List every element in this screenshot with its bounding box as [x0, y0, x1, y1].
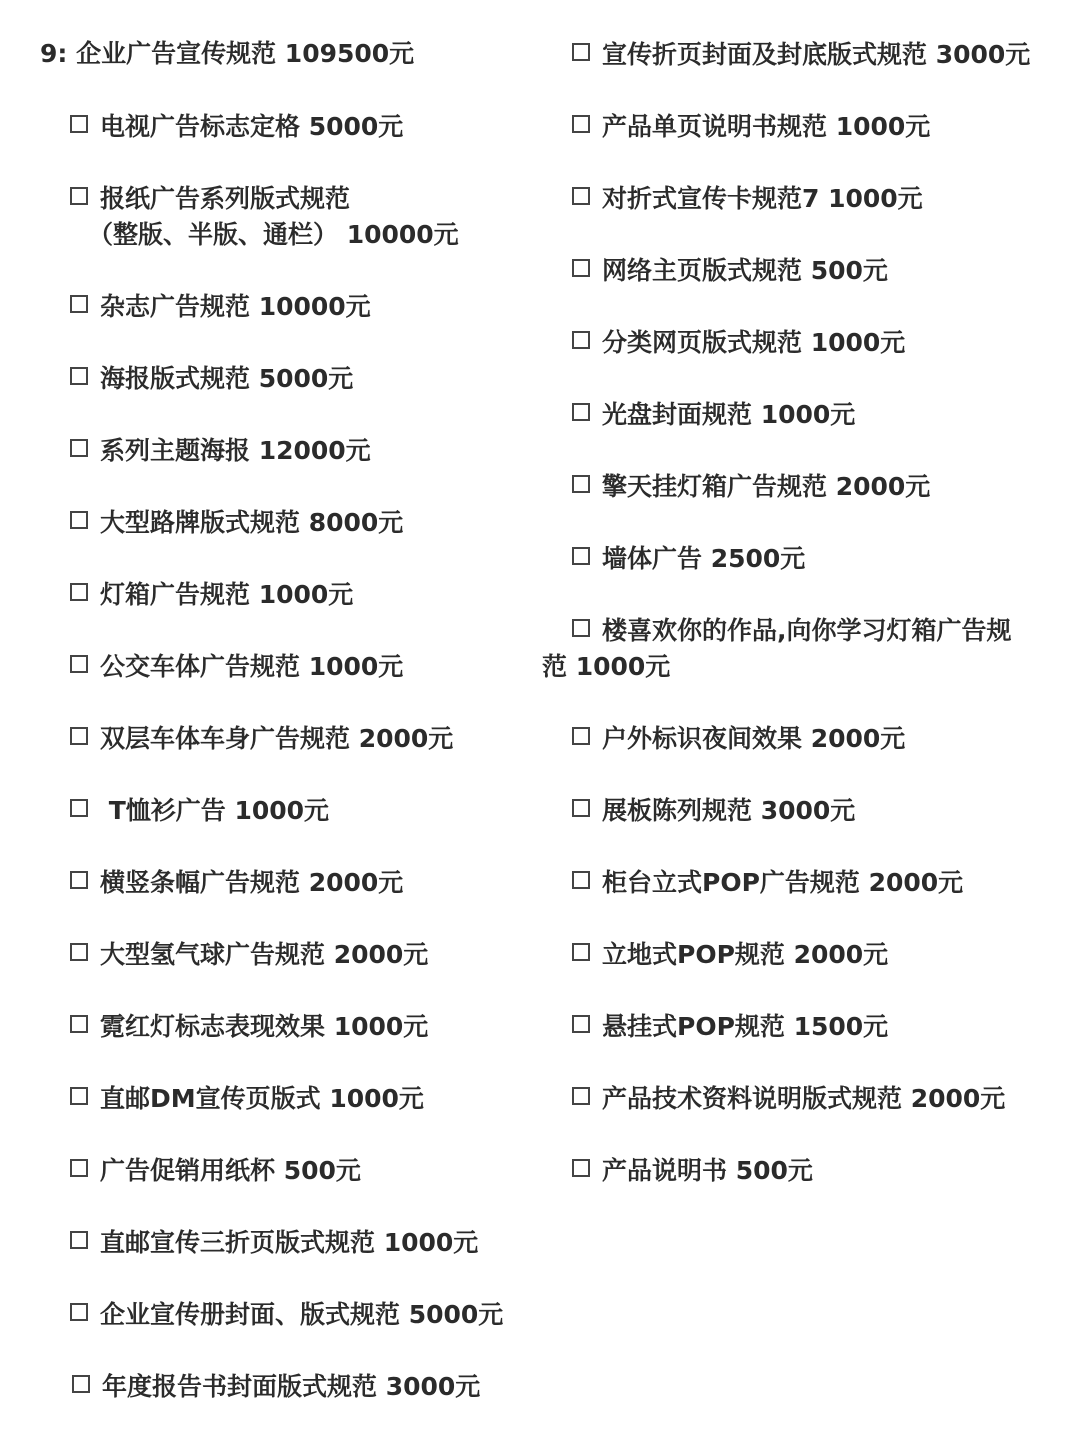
list-item	[572, 180, 923, 217]
item-label-line2: （整版、半版、通栏） 10000元	[88, 220, 459, 249]
checkbox-icon[interactable]	[572, 43, 590, 61]
list-item	[572, 468, 930, 505]
list-item	[70, 288, 371, 325]
checkbox-icon[interactable]	[72, 1375, 90, 1393]
item-label: 广告促销用纸杯 500元	[100, 1156, 361, 1185]
list-item	[70, 936, 428, 973]
checkbox-icon[interactable]	[70, 871, 88, 889]
list-item	[572, 1080, 1005, 1117]
item-label: 对折式宣传卡规范7 1000元	[602, 184, 923, 213]
item-label: 直邮宣传三折页版式规范 1000元	[100, 1228, 479, 1257]
checkbox-icon[interactable]	[572, 115, 590, 133]
list-item-continuation	[542, 648, 670, 685]
item-label: 系列主题海报 12000元	[100, 436, 371, 465]
list-item	[70, 1296, 503, 1333]
list-item	[572, 108, 930, 145]
item-label: 宣传折页封面及封底版式规范 3000元	[602, 40, 1031, 69]
checkbox-icon[interactable]	[70, 295, 88, 313]
item-label: 产品技术资料说明版式规范 2000元	[602, 1084, 1006, 1113]
item-label: 电视广告标志定格 5000元	[100, 112, 404, 141]
list-item	[572, 864, 963, 901]
item-label: 网络主页版式规范 500元	[602, 256, 888, 285]
checkbox-icon[interactable]	[70, 1159, 88, 1177]
checkbox-icon[interactable]	[70, 943, 88, 961]
item-label: 杂志广告规范 10000元	[100, 292, 371, 321]
checkbox-icon[interactable]	[572, 799, 590, 817]
checkbox-icon[interactable]	[572, 187, 590, 205]
list-item	[572, 396, 855, 433]
checkbox-icon[interactable]	[572, 331, 590, 349]
item-label: 分类网页版式规范 1000元	[602, 328, 906, 357]
item-label: 展板陈列规范 3000元	[602, 796, 856, 825]
list-item	[572, 792, 855, 829]
checkbox-icon[interactable]	[70, 727, 88, 745]
item-label: 横竖条幅广告规范 2000元	[100, 868, 404, 897]
list-item	[70, 432, 371, 469]
checkbox-icon[interactable]	[70, 187, 88, 205]
item-label: 灯箱广告规范 1000元	[100, 580, 354, 609]
checkbox-icon[interactable]	[70, 799, 88, 817]
list-item-continuation	[88, 216, 459, 253]
list-item	[70, 792, 329, 829]
checkbox-icon[interactable]	[70, 367, 88, 385]
checkbox-icon[interactable]	[572, 259, 590, 277]
list-item	[572, 540, 805, 577]
item-label: 产品说明书 500元	[602, 1156, 813, 1185]
item-label: T恤衫广告 1000元	[100, 796, 330, 825]
list-item	[70, 360, 353, 397]
list-item	[572, 36, 1030, 73]
checkbox-icon[interactable]	[70, 439, 88, 457]
item-label: 双层车体车身广告规范 2000元	[100, 724, 454, 753]
item-label: 立地式POP规范 2000元	[602, 940, 889, 969]
list-item	[572, 1152, 813, 1189]
item-label-line2: 范 1000元	[542, 652, 671, 681]
section-heading: 9: 企业广告宣传规范 109500元	[40, 39, 415, 68]
item-label: 公交车体广告规范 1000元	[100, 652, 404, 681]
checkbox-icon[interactable]	[70, 1015, 88, 1033]
list-item	[70, 1152, 361, 1189]
list-item	[70, 648, 403, 685]
list-item	[70, 1008, 428, 1045]
item-label: 年度报告书封面版式规范 3000元	[102, 1372, 481, 1401]
checkbox-icon[interactable]	[572, 727, 590, 745]
checkbox-icon[interactable]	[70, 1303, 88, 1321]
list-item	[70, 1080, 424, 1117]
item-label: 大型氢气球广告规范 2000元	[100, 940, 429, 969]
item-label: 企业宣传册封面、版式规范 5000元	[100, 1300, 504, 1329]
checkbox-icon[interactable]	[572, 475, 590, 493]
list-item	[70, 504, 403, 541]
list-item	[70, 180, 350, 217]
item-label: 海报版式规范 5000元	[100, 364, 354, 393]
checkbox-icon[interactable]	[70, 511, 88, 529]
item-label: 光盘封面规范 1000元	[602, 400, 856, 429]
checkbox-icon[interactable]	[572, 403, 590, 421]
item-label: 直邮DM宣传页版式 1000元	[100, 1084, 424, 1113]
checkbox-icon[interactable]	[572, 619, 590, 637]
list-item	[70, 864, 403, 901]
checkbox-icon[interactable]	[572, 1159, 590, 1177]
checkbox-icon[interactable]	[572, 547, 590, 565]
item-label: 霓红灯标志表现效果 1000元	[100, 1012, 429, 1041]
list-item	[70, 720, 453, 757]
list-item	[70, 108, 403, 145]
checkbox-icon[interactable]	[70, 583, 88, 601]
checkbox-icon[interactable]	[572, 871, 590, 889]
item-label: 擎天挂灯箱广告规范 2000元	[602, 472, 931, 501]
list-item	[572, 252, 888, 289]
item-label: 柜台立式POP广告规范 2000元	[602, 868, 964, 897]
item-label: 报纸广告系列版式规范	[100, 184, 351, 213]
list-item	[572, 720, 905, 757]
list-item	[572, 612, 1012, 649]
item-label: 悬挂式POP规范 1500元	[602, 1012, 889, 1041]
item-label: 墙体广告 2500元	[602, 544, 806, 573]
list-item	[572, 324, 905, 361]
list-item	[572, 1008, 888, 1045]
item-label: 产品单页说明书规范 1000元	[602, 112, 931, 141]
checkbox-icon[interactable]	[572, 1015, 590, 1033]
list-item	[572, 936, 888, 973]
list-item	[70, 576, 353, 613]
checkbox-icon[interactable]	[70, 1231, 88, 1249]
checkbox-icon[interactable]	[70, 655, 88, 673]
checkbox-icon[interactable]	[70, 115, 88, 133]
checkbox-icon[interactable]	[572, 1087, 590, 1105]
item-label: 户外标识夜间效果 2000元	[602, 724, 906, 753]
checkbox-icon[interactable]	[572, 943, 590, 961]
list-item	[70, 1224, 478, 1261]
item-label: 楼喜欢你的作品,向你学习灯箱广告规	[602, 616, 1012, 645]
list-item	[72, 1368, 480, 1405]
item-label: 大型路牌版式规范 8000元	[100, 508, 404, 537]
checkbox-icon[interactable]	[70, 1087, 88, 1105]
